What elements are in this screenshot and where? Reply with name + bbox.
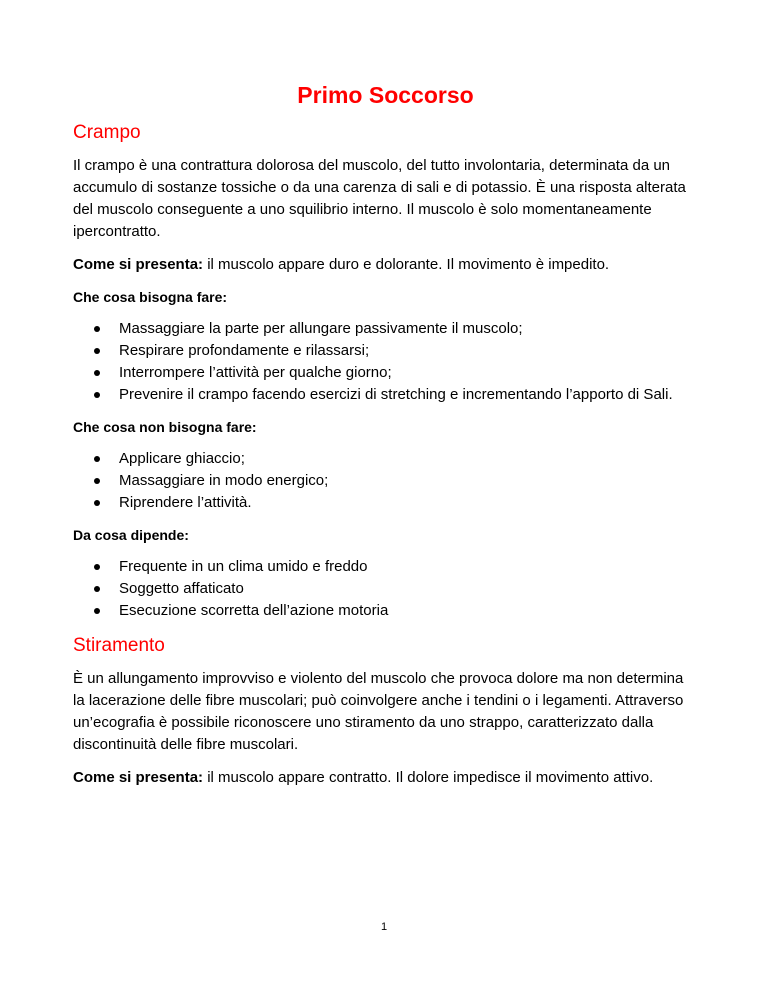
list-item: Applicare ghiaccio; [73,448,698,470]
crampo-presenta [73,254,698,276]
list-item: Respirare profondamente e rilassarsi; [73,340,698,362]
crampo-non-fare-list [73,448,698,514]
section-heading-stiramento: Stiramento [73,635,165,656]
stiramento-presenta-label: Come si presenta: [73,769,204,786]
list-item: Massaggiare la parte per allungare passivamente il muscolo; [73,318,698,340]
stiramento-intro: È un allungamento improvviso e violento del muscolo che provoca dolore ma non determina la lacerazione delle fibre muscolari; può coinvolgere anche i tendini o i legamenti. Attraverso un’ecografia è possibile riconoscere uno stiramento da uno strappo, caratterizzato dalla discontinuità delle fibre muscolari. [73,670,684,753]
page-number: 1 [380,921,388,933]
crampo-fare-list [73,318,698,406]
crampo-intro: Il crampo è una contrattura dolorosa del muscolo, del tutto involontaria, determinata da un accumulo di sostanze tossiche o da una carenza di sali e di potassio. È una risposta alterata del muscolo conseguente a uno squilibrio interno. Il muscolo è solo momentaneamente ipercontratto. [73,157,686,240]
crampo-presenta-text: il muscolo appare duro e dolorante. Il movimento è impedito. [203,256,610,273]
stiramento-presenta [73,767,698,789]
crampo-fare-heading: Che cosa bisogna fare: [73,289,228,305]
list-item: Massaggiare in modo energico; [73,470,698,492]
list-item: Interrompere l’attività per qualche giorno; [73,362,698,384]
page-title: Primo Soccorso [297,82,474,108]
crampo-dipende-list [73,556,698,622]
list-item: Frequente in un clima umido e freddo [73,556,698,578]
list-item: Soggetto affaticato [73,578,698,600]
list-item: Esecuzione scorretta dell’azione motoria [73,600,698,622]
crampo-presenta-label: Come si presenta: [73,256,204,273]
list-item: Riprendere l’attività. [73,492,698,514]
stiramento-presenta-text: il muscolo appare contratto. Il dolore impedisce il movimento attivo. [203,769,654,786]
list-item: Prevenire il crampo facendo esercizi di stretching e incrementando l’apporto di Sali. [73,384,698,406]
crampo-dipende-heading: Da cosa dipende: [73,527,189,543]
document-page [73,80,698,800]
crampo-non-fare-heading: Che cosa non bisogna fare: [73,419,257,435]
section-heading-crampo: Crampo [73,122,141,143]
